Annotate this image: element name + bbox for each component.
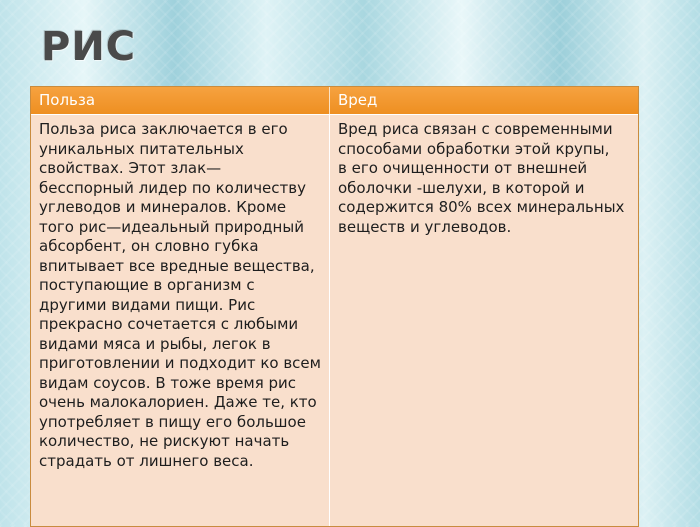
table-cell-benefit: Польза риса заключается в его уникальных питательных свойствах. Этот злак— бесспорный лидер по количеству углеводов и минералов. Кроме того рис—идеальный природный абсорбент, он словно губка впитывает все вредные вещества, поступающие в организм с другими видами пищи. Рис прекрасно сочетается с любыми видами мяса и рыбы, легок в приготовлении и подходит ко всем видам соусов. В тоже время рис очень малокалориен. Даже те, кто употребляет в пищу его большое количество, не рискуют начать страдать от лишнего веса. (31, 114, 330, 526)
table-header-benefit: Польза (31, 87, 330, 114)
table-cell-harm: Вред риса связан с современными способами обработки этой крупы, в его очищенности от внешней оболочки -шелухи, в которой и содержится 80% всех минеральных веществ и углеводов. (330, 114, 638, 526)
comparison-table (30, 86, 639, 527)
slide-title: РИС (41, 24, 137, 70)
table-header-harm: Вред (330, 87, 638, 114)
